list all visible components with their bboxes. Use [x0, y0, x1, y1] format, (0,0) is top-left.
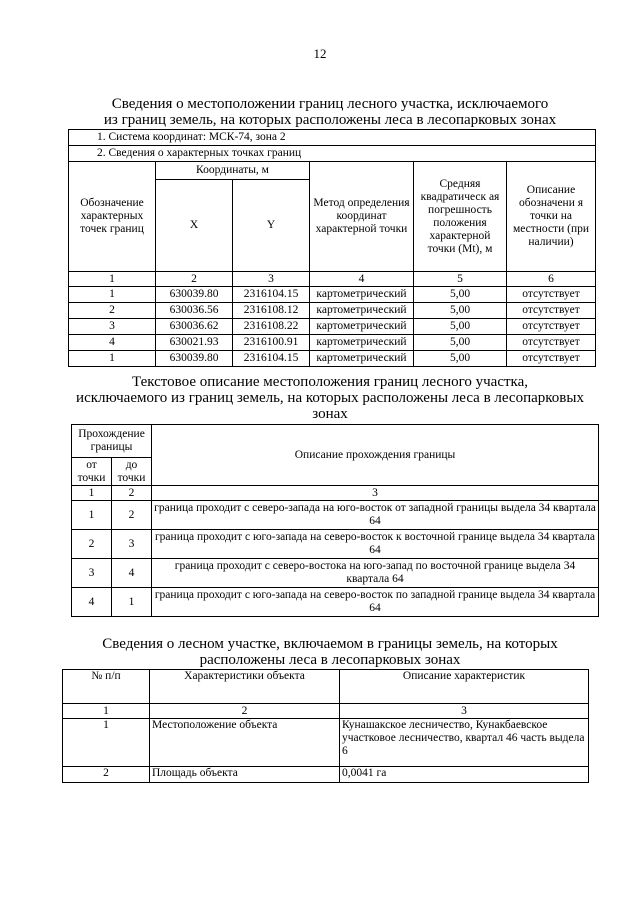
method: картометрический	[310, 287, 414, 303]
error: 5,00	[414, 287, 507, 303]
header-description: Описание обозначени я точки на местности (при наличии)	[507, 162, 596, 272]
section1-title	[60, 96, 600, 128]
boundary-text: граница проходит с юго-запада на северо-восток к восточной границе выдела 34 квартала 64	[152, 530, 599, 559]
coord-x: 630036.62	[156, 319, 233, 335]
point-description: отсутствует	[507, 335, 596, 351]
header-y: Y	[233, 180, 310, 272]
characteristic-value: 0,0041 га	[340, 767, 589, 783]
table-row	[69, 319, 596, 335]
boundary-text: граница проходит с юго-запада на северо-восток по западной границе выдела 34 квартала 64	[152, 588, 599, 617]
from-point: 1	[72, 501, 112, 530]
to-point: 3	[112, 530, 152, 559]
point-description: отсутствует	[507, 303, 596, 319]
table-row	[63, 767, 589, 783]
point-id: 1	[69, 287, 156, 303]
characteristic-name: Местоположение объекта	[150, 719, 340, 767]
header-passage: Прохождение границы	[72, 425, 152, 458]
error: 5,00	[414, 351, 507, 367]
from-point: 3	[72, 559, 112, 588]
header-x: X	[156, 180, 233, 272]
table-row	[69, 287, 596, 303]
section1-title-line1: Сведения о местоположении границ лесного участка, исключаемого	[111, 96, 549, 112]
to-point: 2	[112, 501, 152, 530]
column-number-row	[69, 272, 596, 287]
coord-x: 630039.80	[156, 287, 233, 303]
method: картометрический	[310, 335, 414, 351]
column-number: 4	[310, 272, 414, 287]
table-row	[69, 303, 596, 319]
table-row	[69, 351, 596, 367]
point-description: отсутствует	[507, 287, 596, 303]
from-point: 2	[72, 530, 112, 559]
coord-y: 2316108.22	[233, 319, 310, 335]
characteristic-name: Площадь объекта	[150, 767, 340, 783]
table-row	[69, 335, 596, 351]
header-to: до точки	[112, 458, 152, 486]
column-number: 3	[233, 272, 310, 287]
header-designation: Обозначение характерных точек границ	[69, 162, 156, 272]
section3-title-line1: Сведения о лесном участке, включаемом в границы земель, на которых	[102, 636, 558, 652]
point-id: 2	[69, 303, 156, 319]
header-characteristics-description: Описание характеристик	[340, 670, 589, 704]
section2-title-line1: Текстовое описание местоположения границ лесного участка,	[131, 374, 529, 390]
boundary-text: граница проходит с северо-запада на юго-восток от западной границы выдела 34 квартала 64	[152, 501, 599, 530]
header-error: Средняя квадратическ ая погрешность положения характерной точки (Mt), м	[414, 162, 507, 272]
column-number: 1	[69, 272, 156, 287]
error: 5,00	[414, 335, 507, 351]
column-number: 2	[156, 272, 233, 287]
column-number: 1	[72, 486, 112, 501]
method: картометрический	[310, 319, 414, 335]
row-number: 1	[63, 719, 150, 767]
section2-title-line3: зонах	[312, 406, 348, 422]
coord-x: 630036.56	[156, 303, 233, 319]
column-number: 6	[507, 272, 596, 287]
coord-y: 2316104.15	[233, 287, 310, 303]
column-number: 3	[152, 486, 599, 501]
column-number: 2	[112, 486, 152, 501]
characteristic-value: Кунашакское лесничество, Кунакбаевское участковое лесничество, квартал 46 часть выдела 6	[340, 719, 589, 767]
point-description: отсутствует	[507, 319, 596, 335]
table-row	[72, 559, 599, 588]
method: картометрический	[310, 351, 414, 367]
column-number: 2	[150, 704, 340, 719]
header-coordinates: Координаты, м	[156, 162, 310, 180]
coord-x: 630021.93	[156, 335, 233, 351]
table-row	[63, 719, 589, 767]
section3-title-line2: расположены леса в лесопарковых зонах	[199, 652, 461, 668]
column-number: 3	[340, 704, 589, 719]
coordinate-system-info: 1. Система координат: МСК-74, зона 2	[69, 130, 596, 146]
column-number-row	[63, 704, 589, 719]
point-description: отсутствует	[507, 351, 596, 367]
forest-plot-table	[62, 669, 589, 783]
table-row	[72, 530, 599, 559]
point-id: 1	[69, 351, 156, 367]
section3-title	[60, 636, 600, 668]
to-point: 1	[112, 588, 152, 617]
boundary-description-table	[71, 424, 599, 617]
error: 5,00	[414, 303, 507, 319]
method: картометрический	[310, 303, 414, 319]
header-boundary-description: Описание прохождения границы	[152, 425, 599, 486]
from-point: 4	[72, 588, 112, 617]
point-id: 4	[69, 335, 156, 351]
boundary-points-table	[68, 129, 596, 367]
section2-title	[60, 374, 600, 422]
column-number: 5	[414, 272, 507, 287]
point-id: 3	[69, 319, 156, 335]
header-method: Метод определения координат характерной точки	[310, 162, 414, 272]
header-characteristics: Характеристики объекта	[150, 670, 340, 704]
boundary-text: граница проходит с северо-востока на юго-запад по восточной границе выдела 34 квартала 64	[152, 559, 599, 588]
to-point: 4	[112, 559, 152, 588]
column-number: 1	[63, 704, 150, 719]
error: 5,00	[414, 319, 507, 335]
column-number-row	[72, 486, 599, 501]
row-number: 2	[63, 767, 150, 783]
header-from: от точки	[72, 458, 112, 486]
coord-y: 2316104.15	[233, 351, 310, 367]
table-row	[72, 588, 599, 617]
page-number: 12	[313, 46, 327, 61]
coord-y: 2316108.12	[233, 303, 310, 319]
table-row	[72, 501, 599, 530]
coord-y: 2316100.91	[233, 335, 310, 351]
section1-title-line2: из границ земель, на которых расположены леса в лесопарковых зонах	[103, 112, 557, 128]
section2-title-line2: исключаемого из границ земель, на которых расположены леса в лесопарковых	[76, 390, 584, 406]
header-num: № п/п	[63, 670, 150, 704]
coord-x: 630039.80	[156, 351, 233, 367]
boundary-points-info: 2. Сведения о характерных точках границ	[69, 146, 596, 162]
